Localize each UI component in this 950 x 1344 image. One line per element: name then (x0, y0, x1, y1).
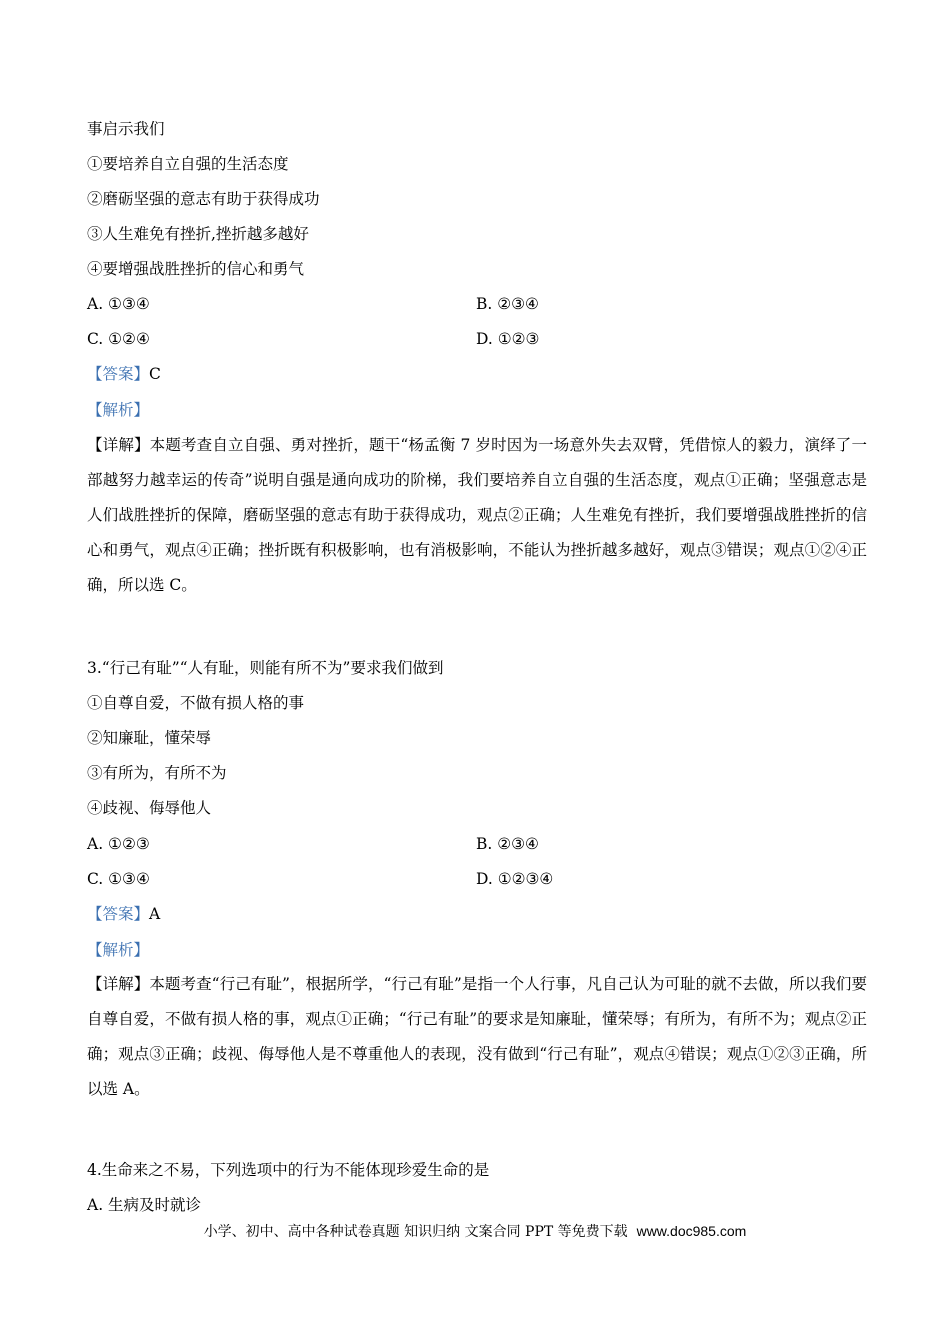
q3-detail (87, 967, 867, 1107)
q2-answer (87, 364, 161, 384)
answer-tag: 【答案】 (87, 365, 150, 383)
q2-analysis-tag: 【解析】 (87, 401, 150, 419)
q3-statement-4: ④歧视、侮辱他人 (87, 799, 212, 817)
q2-statement-2: ②磨砺坚强的意志有助于获得成功 (87, 190, 320, 208)
q3-stem: 3.“行己有耻”“人有耻，则能有所不为”要求我们做到 (87, 659, 444, 677)
q3-statement-1: ①自尊自爱，不做有损人格的事 (87, 694, 305, 712)
q2-option-c: C. ①②④ (87, 330, 150, 348)
q2-option-d: D. ①②③ (476, 330, 540, 348)
q4-option-a: A. 生病及时就诊 (87, 1196, 202, 1214)
q4-stem: 4.生命来之不易，下列选项中的行为不能体现珍爱生命的是 (87, 1161, 490, 1179)
q2-statement-4: ④要增强战胜挫折的信心和勇气 (87, 260, 305, 278)
q3-option-a: A. ①②③ (87, 835, 150, 853)
detail-text: 本题考查“行己有耻”，根据所学，“行己有耻”是指一个人行事，凡自己认为可耻的就不去做，所以我们要自尊自爱，不做有损人格的事，观点①正确；“行己有耻”的要求是知廉耻，懂荣辱；有所为，有所不为；观点②正确；观点③正确；歧视、侮辱他人是不尊重他人的表现，没有做到“行己有耻”，观点④错误；观点①②③正确，所以选 A。 (87, 975, 867, 1098)
footer-url[interactable]: www.doc985.com (636, 1223, 747, 1239)
q3-option-d: D. ①②③④ (476, 870, 554, 888)
detail-tag: 【详解】 (87, 436, 150, 454)
q3-statement-3: ③有所为，有所不为 (87, 764, 227, 782)
q2-statement-1: ①要培养自立自强的生活态度 (87, 155, 289, 173)
q2-stem-tail: 事启示我们 (87, 120, 165, 138)
answer-value: A (149, 905, 161, 923)
page-footer (0, 1222, 950, 1241)
q2-option-b: B. ②③④ (476, 295, 539, 313)
q3-option-b: B. ②③④ (476, 835, 539, 853)
detail-tag: 【详解】 (87, 975, 150, 993)
q3-analysis-tag: 【解析】 (87, 941, 150, 959)
q2-option-a: A. ①③④ (87, 295, 150, 313)
q2-detail (87, 428, 867, 603)
footer-text: 小学、初中、高中各种试卷真题 知识归纳 文案合同 PPT 等免费下载 (203, 1224, 628, 1240)
answer-value: C (149, 365, 161, 383)
answer-tag: 【答案】 (87, 905, 150, 923)
q2-statement-3: ③人生难免有挫折,挫折越多越好 (87, 225, 309, 243)
q3-answer (87, 904, 160, 924)
q3-statement-2: ②知廉耻，懂荣辱 (87, 729, 212, 747)
detail-text: 本题考查自立自强、勇对挫折，题干“杨孟衡 7 岁时因为一场意外失去双臂，凭借惊人的毅力，演绎了一部越努力越幸运的传奇”说明自强是通向成功的阶梯，我们要培养自立自强的生活态度，观点①正确；坚强意志是人们战胜挫折的保障，磨砺坚强的意志有助于获得成功，观点②正确；人生难免有挫折，我们要增强战胜挫折的信心和勇气，观点④正确；挫折既有积极影响，也有消极影响，不能认为挫折越多越好，观点③错误；观点①②④正确，所以选 C。 (87, 436, 867, 594)
q3-option-c: C. ①③④ (87, 870, 150, 888)
